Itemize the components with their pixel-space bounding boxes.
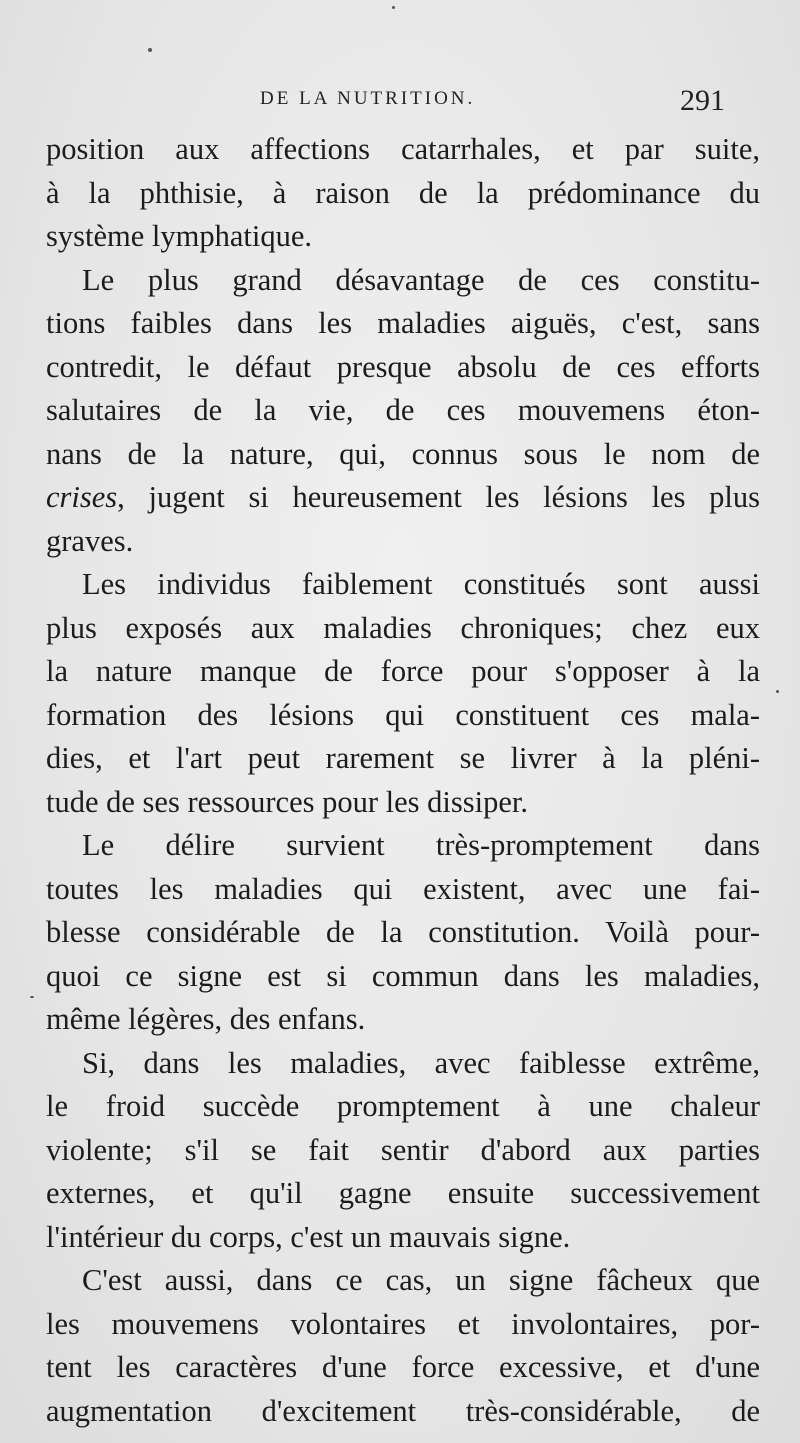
print-speck (30, 996, 34, 998)
text-line: nans de la nature, qui, connus sous le nom de (46, 436, 760, 471)
paragraph (46, 259, 760, 564)
text-line: tions faibles dans les maladies aiguës, c'est, sans (46, 306, 760, 340)
text-line: Si, dans les maladies, avec faiblesse extrême, (82, 1045, 760, 1080)
text-line: système lymphatique. (46, 219, 312, 253)
paragraph (46, 824, 760, 1042)
italic-word: crises (46, 480, 118, 514)
text-line-remainder: , jugent si heureusement les lésions les plus (117, 480, 760, 514)
text-line: à la phthisie, à raison de la prédominance du (46, 175, 760, 210)
paragraph (46, 128, 760, 259)
paragraph (46, 563, 760, 824)
text-line: graves. (46, 523, 134, 558)
paragraph (46, 1259, 760, 1433)
text-line-with-italic (46, 476, 760, 520)
running-head: DE LA NUTRITION. (260, 88, 476, 109)
text-line: salutaires de la vie, de ces mouvemens éton- (46, 393, 760, 427)
text-line: les mouvemens volontaires et involontaires, por- (46, 1306, 760, 1341)
page-header (0, 84, 800, 122)
text-line: tude de ses ressources pour les dissiper. (46, 784, 528, 819)
text-line: dies, et l'art peut rarement se livrer à la pléni- (46, 741, 760, 775)
text-line: le froid succède promptement à une chaleur (46, 1089, 760, 1123)
text-line: C'est aussi, dans ce cas, un signe fâcheux que (82, 1263, 760, 1297)
text-line: l'intérieur du corps, c'est un mauvais signe. (46, 1219, 571, 1254)
text-line: Le délire survient très-promptement dans (82, 828, 760, 862)
page-number: 291 (680, 84, 725, 117)
text-line: Le plus grand désavantage de ces constitu- (82, 262, 760, 297)
text-line: toutes les maladies qui existent, avec une fai- (46, 871, 760, 906)
paragraph (46, 1042, 760, 1260)
text-line: blesse considérable de la constitution. Voilà pour- (46, 915, 760, 949)
text-line: même légères, des enfans. (46, 1002, 366, 1036)
text-line: contredit, le défaut presque absolu de ces efforts (46, 349, 760, 384)
print-speck (148, 48, 152, 52)
text-line: Les individus faiblement constitués sont aussi (82, 567, 760, 601)
text-line: plus exposés aux maladies chroniques; chez eux (46, 610, 760, 645)
print-speck (392, 6, 395, 9)
body-text (46, 128, 760, 1433)
text-line: violente; s'il se fait sentir d'abord aux parties (46, 1132, 760, 1167)
text-line: formation des lésions qui constituent ces mala- (46, 697, 760, 732)
text-line: quoi ce signe est si commun dans les maladies, (46, 958, 760, 993)
text-line: position aux affections catarrhales, et par suite, (46, 132, 760, 166)
text-line: externes, et qu'il gagne ensuite successivement (46, 1176, 760, 1210)
text-line: augmentation d'excitement très-considérable, de (46, 1393, 760, 1428)
text-line: tent les caractères d'une force excessive, et d'une (46, 1350, 760, 1384)
text-line: la nature manque de force pour s'opposer à la (46, 654, 760, 688)
print-speck (776, 690, 779, 693)
